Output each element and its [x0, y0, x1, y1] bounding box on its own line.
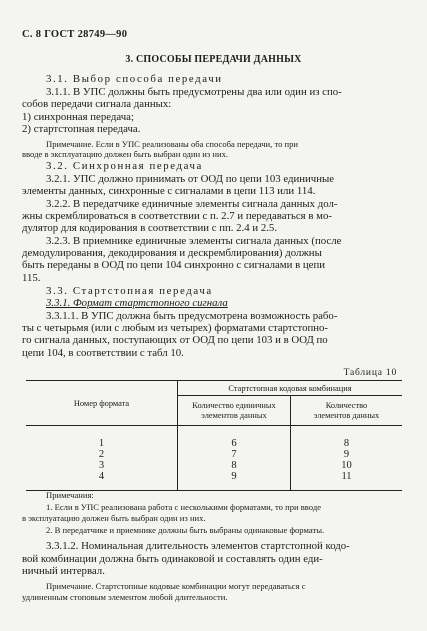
- table-row: [26, 471, 402, 491]
- note-line: Примечание. Если в УПС реализованы оба способа передачи, то при: [46, 139, 299, 149]
- para-3-2-2-line: 3.2.2. В передатчике единичные элементы сигнала данных дол-: [46, 198, 338, 210]
- column-header-line: элементов данных: [313, 410, 380, 420]
- notes-title: Примечания:: [46, 490, 94, 500]
- column-header-elements: [291, 396, 403, 426]
- para-3-2-1-line: 3.2.1. УПС должно принимать от ООД по цепи 103 единичные: [46, 173, 335, 185]
- para-3-2-1-line: элементы данных, синхронные с сигналами в цепи 113 или 114.: [22, 185, 316, 197]
- note-line: в эксплуатацию должен быть выбран один из них.: [22, 513, 206, 523]
- table-cell: 4: [26, 471, 178, 491]
- table-cell: 3: [26, 460, 178, 471]
- para-3-3-1-1-line: ты с четырьмя (или с любым из четырех) форматами стартстопно-: [22, 322, 329, 334]
- table-row: [26, 460, 402, 471]
- para-3-3-1-2-line: вой комбинации должна быть одинаковой и составлять один еди-: [22, 553, 323, 565]
- note-line: удлиненным стоповым элементом любой длительности.: [22, 592, 228, 602]
- table-cell: 8: [178, 460, 291, 471]
- column-header-line: Количество: [325, 400, 368, 410]
- column-header-group: Стартстопная кодовая комбинация: [178, 381, 403, 396]
- table-cell: 6: [178, 426, 291, 450]
- para-3-2-3-line: быть переданы в ООД по цепи 104 синхронно с сигналами в цепи: [22, 259, 326, 271]
- subsection-3-3-1-title: [46, 297, 228, 310]
- table-cell: 8: [343, 438, 350, 449]
- para-3-3-1-1-line: цепи 104, в соответствии с табл 10.: [22, 347, 184, 359]
- section-title: 3. СПОСОБЫ ПЕРЕДАЧИ ДАННЫХ: [125, 54, 302, 65]
- table-cell: 2: [26, 449, 178, 460]
- table-cell: 1: [26, 426, 178, 450]
- column-header-data-elements: [178, 396, 291, 426]
- table-row: [26, 426, 402, 450]
- note-line: вводе в эксплуатацию должен быть выбран один из них.: [22, 149, 229, 159]
- column-header-format: Номер формата: [26, 381, 178, 426]
- table-caption: Таблица 10: [343, 368, 397, 378]
- subsection-3-1-title: 3.1. Выбор способа передачи: [46, 73, 223, 85]
- column-header-line: Количество единичных: [192, 400, 276, 410]
- table-header-row: [26, 381, 402, 396]
- para-3-2-2-line: дулятор для кодирования в соответствии с пп. 2.4 и 2.5.: [22, 222, 278, 234]
- subsection-3-3-1-title-text: 3.3.1. Формат стартстопного сигнала: [46, 297, 228, 309]
- para-3-2-3-line: 3.2.3. В приемнике единичные элементы сигнала данных (после: [46, 235, 342, 247]
- note-line: 1. Если в УПС реализована работа с несколькими форматами, то при вводе: [46, 502, 322, 512]
- page-header: С. 8 ГОСТ 28749—90: [22, 29, 128, 40]
- table-row: [26, 449, 402, 460]
- para-3-2-3-line: демодулирования, декодирования и дескремблирования) должны: [22, 247, 322, 259]
- table-cell: 7: [178, 449, 291, 460]
- subsection-3-3-title: 3.3. Стартстопная передача: [46, 285, 213, 297]
- note-line: 2. В передатчике и приемнике должны быть выбраны одинаковые форматы.: [46, 525, 325, 535]
- para-3-1-1-line: 3.1.1. В УПС должны быть предусмотрены два или один из спо-: [46, 86, 342, 98]
- table-cell: 10: [341, 460, 352, 471]
- para-3-3-1-1-line: го сигнала данных, поступающих от ООД по цепи 103 и в ООД по: [22, 334, 328, 346]
- para-3-2-2-line: жны скремблироваться в соответствии с п. 2.7 и передаваться в мо-: [22, 210, 332, 222]
- note-line: Примечание. Стартстопные кодовые комбинации могут передаваться с: [46, 581, 306, 591]
- para-3-3-1-2-line: ничный интервал.: [22, 565, 105, 577]
- format-table: [26, 380, 402, 491]
- subsection-3-2-title: 3.2. Синхронная передача: [46, 160, 203, 172]
- list-item: 1) синхронная передача;: [22, 111, 134, 123]
- para-3-3-1-1-line: 3.3.1.1. В УПС должна быть предусмотрена возможность рабо-: [46, 310, 338, 322]
- para-3-3-1-2-line: 3.3.1.2. Номинальная длительность элементов стартстопной кодо-: [46, 540, 350, 552]
- para-3-1-1-line: собов передачи сигнала данных:: [22, 98, 172, 110]
- table-cell: 11: [341, 471, 352, 482]
- para-3-2-3-line: 115.: [22, 272, 41, 284]
- list-item: 2) стартстопная передача.: [22, 123, 141, 135]
- table-cell: 9: [343, 449, 350, 460]
- table-cell: 9: [178, 471, 291, 491]
- column-header-line: элементов данных: [201, 410, 267, 420]
